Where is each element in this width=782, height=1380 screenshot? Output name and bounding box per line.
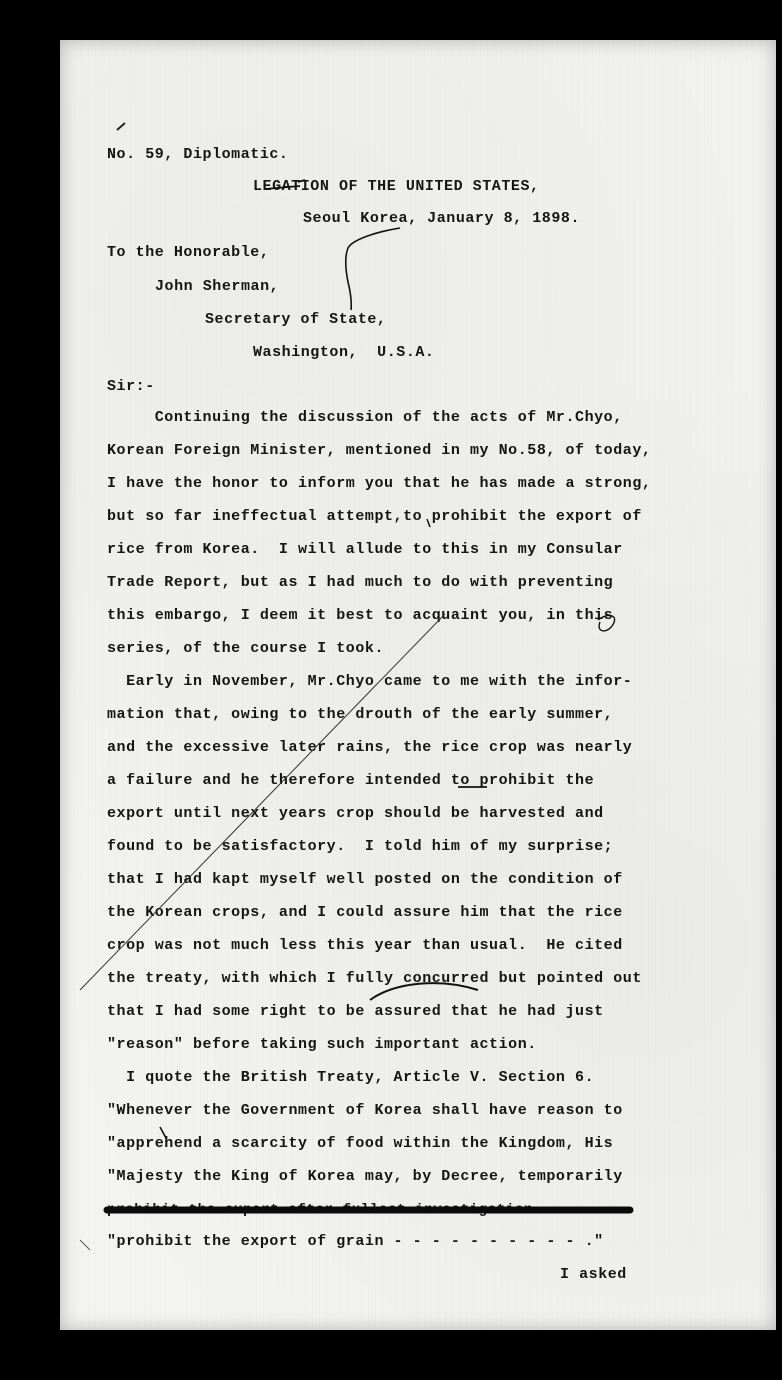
body-line: mation that, owing to the drouth of the early summer, (107, 706, 614, 723)
body-line: crop was not much less this year than usual. He cited (107, 937, 623, 954)
body-line: Trade Report, but as I had much to do with preventing (107, 574, 614, 591)
treaty-quote-line: "Majesty the King of Korea may, by Decree, temporarily (107, 1168, 623, 1185)
body-line: the Korean crops, and I could assure him that the rice (107, 904, 623, 921)
body-line: Continuing the discussion of the acts of Mr.Chyo, (107, 409, 623, 426)
body-line: rice from Korea. I will allude to this in my Consular (107, 541, 623, 558)
body-line: Korean Foreign Minister, mentioned in my No.58, of today, (107, 442, 652, 459)
body-line: but so far ineffectual attempt,to prohibit the export of (107, 508, 642, 525)
struck-through-line: prohibit the export after fullest investigation - - - - - (107, 1202, 624, 1218)
body-line: "reason" before taking such important action. (107, 1036, 537, 1053)
body-line: and the excessive later rains, the rice crop was nearly (107, 739, 633, 756)
body-line: I have the honor to inform you that he has made a strong, (107, 475, 652, 492)
body-line: export until next years crop should be harvested and (107, 805, 604, 822)
place-and-date: Seoul Korea, January 8, 1898. (303, 210, 580, 227)
recipient-city: Washington, U.S.A. (253, 344, 435, 361)
recipient-title: Secretary of State, (205, 311, 387, 328)
recipient-name: John Sherman, (155, 278, 280, 295)
letterhead: LEGATION OF THE UNITED STATES, (253, 178, 540, 195)
salutation-to: To the Honorable, (107, 244, 270, 261)
body-line: the treaty, with which I fully concurred but pointed out (107, 970, 642, 987)
body-line: that I had some right to be assured that he had just (107, 1003, 604, 1020)
body-line: series, of the course I took. (107, 640, 384, 657)
continuation-catchword: I asked (560, 1266, 627, 1283)
treaty-quote-line: "Whenever the Government of Korea shall have reason to (107, 1102, 623, 1119)
body-line: I quote the British Treaty, Article V. Section 6. (107, 1069, 595, 1086)
body-line: a failure and he therefore intended to prohibit the (107, 772, 595, 789)
letter-page (60, 40, 776, 1330)
body-line: this embargo, I deem it best to acquaint you, in this (107, 607, 614, 624)
body-line: found to be satisfactory. I told him of my surprise; (107, 838, 614, 855)
treaty-quote-line: "apprehend a scarcity of food within the Kingdom, His (107, 1135, 614, 1152)
body-line: that I had kapt myself well posted on the condition of (107, 871, 623, 888)
greeting: Sir:- (107, 378, 155, 395)
body-line: Early in November, Mr.Chyo came to me with the infor- (107, 673, 633, 690)
treaty-quote-line: "prohibit the export of grain - - - - - - - - - - ." (107, 1233, 604, 1250)
dispatch-number: No. 59, Diplomatic. (107, 146, 289, 163)
